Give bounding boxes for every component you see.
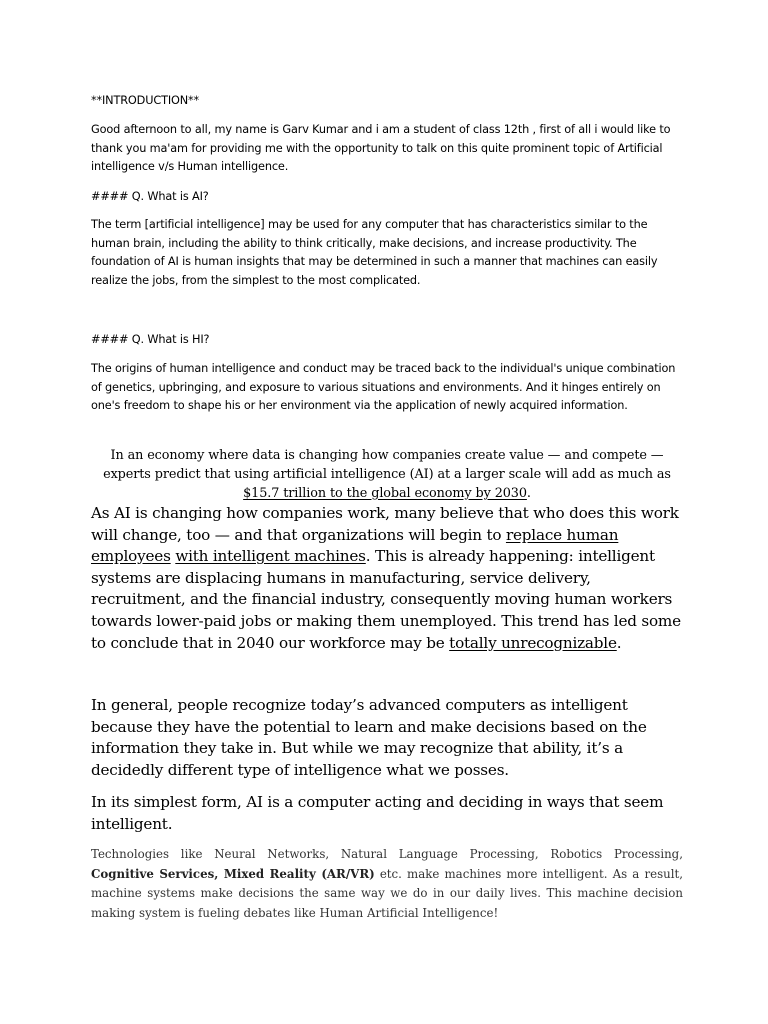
economy-link[interactable]: $15.7 trillion to the global economy by 2030 (243, 486, 527, 501)
what-is-hi-paragraph: The origins of human intelligence and conduct may be traced back to the individual's unique combination of genetics, upbringing, and exposure to various situations and environments. And it hinges entirely on one's freedom to shape his or her environment via the application of newly acquired information. (91, 362, 676, 412)
workforce-paragraph (91, 503, 683, 654)
workforce-text-1: As AI is changing how companies work, many believe that who does this work will change, too — and that organizations will begin to (91, 504, 679, 544)
intelligent-machines-link[interactable]: with intelligent machines (175, 547, 366, 566)
what-is-ai-paragraph: The term [artificial intelligence] may be used for any computer that has characteristics similar to the human brain, including the ability to think critically, make decisions, and increase productivity. The foundation of AI is human insights that may be determined in such a manner that machines can easily realize the jobs, from the simplest to the most complicated. (91, 218, 658, 287)
technologies-text-2: etc. make machines more intelligent. As a result, machine systems make decisions the same way we do in our daily lives. This machine decision making system is fueling debates like Human Artificial Intelligence! (91, 866, 683, 920)
workforce-text-3: . This is already happening: intelligent systems are displacing humans in manufacturing, service delivery, recruitment, and the financial industry, consequently moving human workers towards lower-paid jobs or making them unemployed. This trend has led some to conclude that in 2040 our workforce may be (91, 547, 681, 652)
economy-paragraph (91, 446, 683, 503)
technologies-bold: Cognitive Services, Mixed Reality (AR/VR) (91, 866, 375, 881)
general-paragraph: In general, people recognize today’s advanced computers as intelligent because they have the potential to learn and make decisions based on the information they take in. But while we may recognize that ability, it’s a decidedly different type of intelligence what we posses. (91, 696, 647, 779)
totally-unrecognizable-link[interactable]: totally unrecognizable (449, 633, 617, 652)
what-is-ai-heading: #### Q. What is AI? (91, 190, 209, 203)
economy-end: . (526, 486, 531, 501)
workforce-text-4: . (616, 633, 622, 652)
intro-paragraph: Good afternoon to all, my name is Garv Kumar and i am a student of class 12th , first of all i would like to thank you ma'am for providing me with the opportunity to talk on this quite prominent topic of Artificial intelligence v/s Human intelligence. (91, 123, 671, 173)
intro-heading: **INTRODUCTION** (91, 94, 200, 107)
simplest-form-paragraph: In its simplest form, AI is a computer acting and deciding in ways that seem intelligent. (91, 793, 664, 833)
technologies-paragraph (91, 845, 683, 923)
technologies-text-1: Technologies like Neural Networks, Natural Language Processing, Robotics Processing, (91, 847, 683, 861)
replace-human-employees-link[interactable]: replace human employees (91, 525, 619, 566)
economy-text: In an economy where data is changing how companies create value — and compete — experts predict that using artificial intelligence (AI) at a larger scale will add as much as (103, 448, 671, 482)
what-is-hi-heading: #### Q. What is HI? (91, 333, 210, 346)
